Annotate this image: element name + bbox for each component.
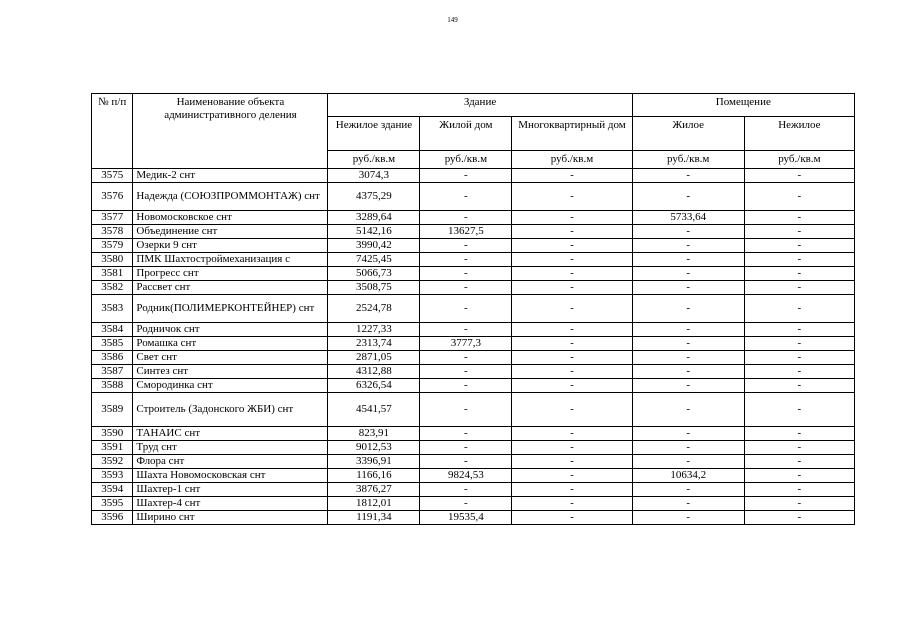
value-nonresidential-building: 3876,27: [328, 483, 420, 497]
value-residential-premises: -: [632, 239, 744, 253]
table-row: [92, 497, 855, 511]
row-number: 3591: [92, 441, 133, 455]
header-col-nonresidential-premises: Нежилое: [744, 117, 854, 151]
header-unit: руб./кв.м: [420, 151, 512, 169]
value-nonresidential-premises: -: [744, 337, 854, 351]
row-number: 3578: [92, 225, 133, 239]
value-nonresidential-premises: -: [744, 351, 854, 365]
row-name: Синтез снт: [133, 365, 328, 379]
value-nonresidential-premises: -: [744, 169, 854, 183]
value-nonresidential-premises: -: [744, 455, 854, 469]
value-house: -: [420, 455, 512, 469]
row-number: 3586: [92, 351, 133, 365]
table-row: [92, 337, 855, 351]
value-apartment-building: -: [512, 183, 632, 211]
row-number: 3588: [92, 379, 133, 393]
value-nonresidential-building: 1191,34: [328, 511, 420, 525]
value-nonresidential-building: 823,91: [328, 427, 420, 441]
value-apartment-building: -: [512, 225, 632, 239]
value-nonresidential-premises: -: [744, 469, 854, 483]
table-row: [92, 295, 855, 323]
value-nonresidential-premises: -: [744, 393, 854, 427]
value-residential-premises: -: [632, 267, 744, 281]
row-name: Шахта Новомосковская снт: [133, 469, 328, 483]
value-house: -: [420, 441, 512, 455]
table-row: [92, 455, 855, 469]
row-number: 3579: [92, 239, 133, 253]
row-number: 3595: [92, 497, 133, 511]
value-nonresidential-building: 5142,16: [328, 225, 420, 239]
value-residential-premises: -: [632, 295, 744, 323]
row-name: Ромашка снт: [133, 337, 328, 351]
value-nonresidential-building: 2524,78: [328, 295, 420, 323]
value-nonresidential-building: 1812,01: [328, 497, 420, 511]
header-col-house: Жилой дом: [420, 117, 512, 151]
value-house: 13627,5: [420, 225, 512, 239]
value-nonresidential-building: 7425,45: [328, 253, 420, 267]
value-house: -: [420, 365, 512, 379]
value-apartment-building: -: [512, 267, 632, 281]
value-nonresidential-building: 1227,33: [328, 323, 420, 337]
page-number: 149: [447, 16, 458, 24]
table-body: [92, 169, 855, 525]
value-house: -: [420, 497, 512, 511]
header-unit: руб./кв.м: [328, 151, 420, 169]
value-house: -: [420, 351, 512, 365]
value-house: -: [420, 239, 512, 253]
row-number: 3584: [92, 323, 133, 337]
header-unit: руб./кв.м: [512, 151, 632, 169]
row-number: 3582: [92, 281, 133, 295]
table-row: [92, 427, 855, 441]
table-row: [92, 393, 855, 427]
row-number: 3576: [92, 183, 133, 211]
value-nonresidential-premises: -: [744, 281, 854, 295]
value-apartment-building: -: [512, 497, 632, 511]
value-apartment-building: -: [512, 441, 632, 455]
row-name: Ширино снт: [133, 511, 328, 525]
value-apartment-building: -: [512, 351, 632, 365]
row-number: 3589: [92, 393, 133, 427]
value-nonresidential-premises: -: [744, 323, 854, 337]
header-name: Наименование объекта административного деления: [133, 94, 328, 169]
value-nonresidential-premises: -: [744, 253, 854, 267]
value-house: -: [420, 379, 512, 393]
value-residential-premises: -: [632, 455, 744, 469]
row-name: Родник(ПОЛИМЕРКОНТЕЙНЕР) снт: [133, 295, 328, 323]
value-residential-premises: -: [632, 511, 744, 525]
value-apartment-building: -: [512, 511, 632, 525]
value-house: -: [420, 323, 512, 337]
row-name: Объединение снт: [133, 225, 328, 239]
value-nonresidential-premises: -: [744, 497, 854, 511]
value-nonresidential-premises: -: [744, 483, 854, 497]
value-house: -: [420, 281, 512, 295]
value-residential-premises: -: [632, 441, 744, 455]
value-residential-premises: -: [632, 253, 744, 267]
row-name: Надежда (СОЮЗПРОММОНТАЖ) снт: [133, 183, 328, 211]
value-nonresidential-building: 5066,73: [328, 267, 420, 281]
value-apartment-building: -: [512, 455, 632, 469]
row-number: 3592: [92, 455, 133, 469]
value-residential-premises: -: [632, 281, 744, 295]
value-house: -: [420, 169, 512, 183]
row-name: Флора снт: [133, 455, 328, 469]
header-col-nonresidential-building: Нежилое здание: [328, 117, 420, 151]
value-nonresidential-premises: -: [744, 295, 854, 323]
value-house: -: [420, 211, 512, 225]
value-apartment-building: -: [512, 365, 632, 379]
value-house: 19535,4: [420, 511, 512, 525]
row-name: Смородинка снт: [133, 379, 328, 393]
table-row: [92, 441, 855, 455]
value-nonresidential-building: 3396,91: [328, 455, 420, 469]
value-residential-premises: -: [632, 379, 744, 393]
table-row: [92, 323, 855, 337]
row-number: 3587: [92, 365, 133, 379]
table-row: [92, 469, 855, 483]
table-row: [92, 239, 855, 253]
value-apartment-building: -: [512, 253, 632, 267]
table-row: [92, 483, 855, 497]
row-number: 3583: [92, 295, 133, 323]
table-row: [92, 351, 855, 365]
value-apartment-building: -: [512, 295, 632, 323]
value-residential-premises: -: [632, 393, 744, 427]
row-number: 3580: [92, 253, 133, 267]
table-row: [92, 365, 855, 379]
value-nonresidential-building: 4375,29: [328, 183, 420, 211]
value-nonresidential-building: 2871,05: [328, 351, 420, 365]
table-row: [92, 379, 855, 393]
table-row: [92, 511, 855, 525]
value-apartment-building: -: [512, 239, 632, 253]
row-name: ТАНАИС снт: [133, 427, 328, 441]
value-house: -: [420, 295, 512, 323]
value-nonresidential-building: 2313,74: [328, 337, 420, 351]
value-nonresidential-premises: -: [744, 365, 854, 379]
row-number: 3581: [92, 267, 133, 281]
value-apartment-building: -: [512, 281, 632, 295]
table-row: [92, 169, 855, 183]
header-col-apartment-building: Многоквартирный дом: [512, 117, 632, 151]
row-name: Родничок снт: [133, 323, 328, 337]
value-residential-premises: -: [632, 483, 744, 497]
valuation-table: [91, 93, 855, 525]
row-name: Шахтер-1 снт: [133, 483, 328, 497]
value-nonresidential-premises: -: [744, 441, 854, 455]
header-num: № п/п: [92, 94, 133, 169]
row-number: 3596: [92, 511, 133, 525]
row-name: Рассвет снт: [133, 281, 328, 295]
value-nonresidential-premises: -: [744, 183, 854, 211]
value-nonresidential-building: 6326,54: [328, 379, 420, 393]
row-name: Строитель (Задонского ЖБИ) снт: [133, 393, 328, 427]
value-house: 9824,53: [420, 469, 512, 483]
header-unit: руб./кв.м: [632, 151, 744, 169]
value-residential-premises: 5733,64: [632, 211, 744, 225]
value-nonresidential-premises: -: [744, 267, 854, 281]
value-nonresidential-building: 3990,42: [328, 239, 420, 253]
value-apartment-building: -: [512, 211, 632, 225]
value-house: -: [420, 267, 512, 281]
header-building-group: Здание: [328, 94, 632, 117]
value-apartment-building: -: [512, 337, 632, 351]
table-row: [92, 183, 855, 211]
value-nonresidential-building: 4312,88: [328, 365, 420, 379]
value-residential-premises: -: [632, 169, 744, 183]
value-nonresidential-building: 3074,3: [328, 169, 420, 183]
value-nonresidential-premises: -: [744, 427, 854, 441]
value-residential-premises: -: [632, 225, 744, 239]
header-premises-group: Помещение: [632, 94, 854, 117]
value-apartment-building: -: [512, 169, 632, 183]
row-number: 3594: [92, 483, 133, 497]
table-row: [92, 253, 855, 267]
row-number: 3593: [92, 469, 133, 483]
value-residential-premises: -: [632, 365, 744, 379]
value-residential-premises: -: [632, 323, 744, 337]
value-apartment-building: -: [512, 469, 632, 483]
row-name: Новомосковское снт: [133, 211, 328, 225]
row-name: Медик-2 снт: [133, 169, 328, 183]
row-number: 3590: [92, 427, 133, 441]
table-row: [92, 211, 855, 225]
row-name: Озерки 9 снт: [133, 239, 328, 253]
table-row: [92, 225, 855, 239]
value-nonresidential-building: 4541,57: [328, 393, 420, 427]
table-row: [92, 281, 855, 295]
value-nonresidential-premises: -: [744, 239, 854, 253]
value-nonresidential-building: 3289,64: [328, 211, 420, 225]
value-nonresidential-premises: -: [744, 211, 854, 225]
value-nonresidential-building: 9012,53: [328, 441, 420, 455]
row-name: Труд снт: [133, 441, 328, 455]
value-residential-premises: -: [632, 497, 744, 511]
value-nonresidential-building: 3508,75: [328, 281, 420, 295]
row-name: Свет снт: [133, 351, 328, 365]
value-residential-premises: -: [632, 183, 744, 211]
value-apartment-building: -: [512, 483, 632, 497]
value-house: -: [420, 427, 512, 441]
value-residential-premises: 10634,2: [632, 469, 744, 483]
value-house: 3777,3: [420, 337, 512, 351]
table-row: [92, 267, 855, 281]
row-name: ПМК Шахтостроймеханизация с: [133, 253, 328, 267]
value-apartment-building: -: [512, 323, 632, 337]
row-name: Прогресс снт: [133, 267, 328, 281]
value-residential-premises: -: [632, 351, 744, 365]
value-house: -: [420, 393, 512, 427]
header-unit: руб./кв.м: [744, 151, 854, 169]
value-residential-premises: -: [632, 427, 744, 441]
row-number: 3575: [92, 169, 133, 183]
header-col-residential-premises: Жилое: [632, 117, 744, 151]
value-apartment-building: -: [512, 379, 632, 393]
value-apartment-building: -: [512, 427, 632, 441]
value-residential-premises: -: [632, 337, 744, 351]
value-house: -: [420, 483, 512, 497]
value-nonresidential-building: 1166,16: [328, 469, 420, 483]
row-number: 3585: [92, 337, 133, 351]
value-nonresidential-premises: -: [744, 379, 854, 393]
value-house: -: [420, 253, 512, 267]
row-name: Шахтер-4 снт: [133, 497, 328, 511]
value-apartment-building: -: [512, 393, 632, 427]
value-nonresidential-premises: -: [744, 225, 854, 239]
value-nonresidential-premises: -: [744, 511, 854, 525]
row-number: 3577: [92, 211, 133, 225]
value-house: -: [420, 183, 512, 211]
